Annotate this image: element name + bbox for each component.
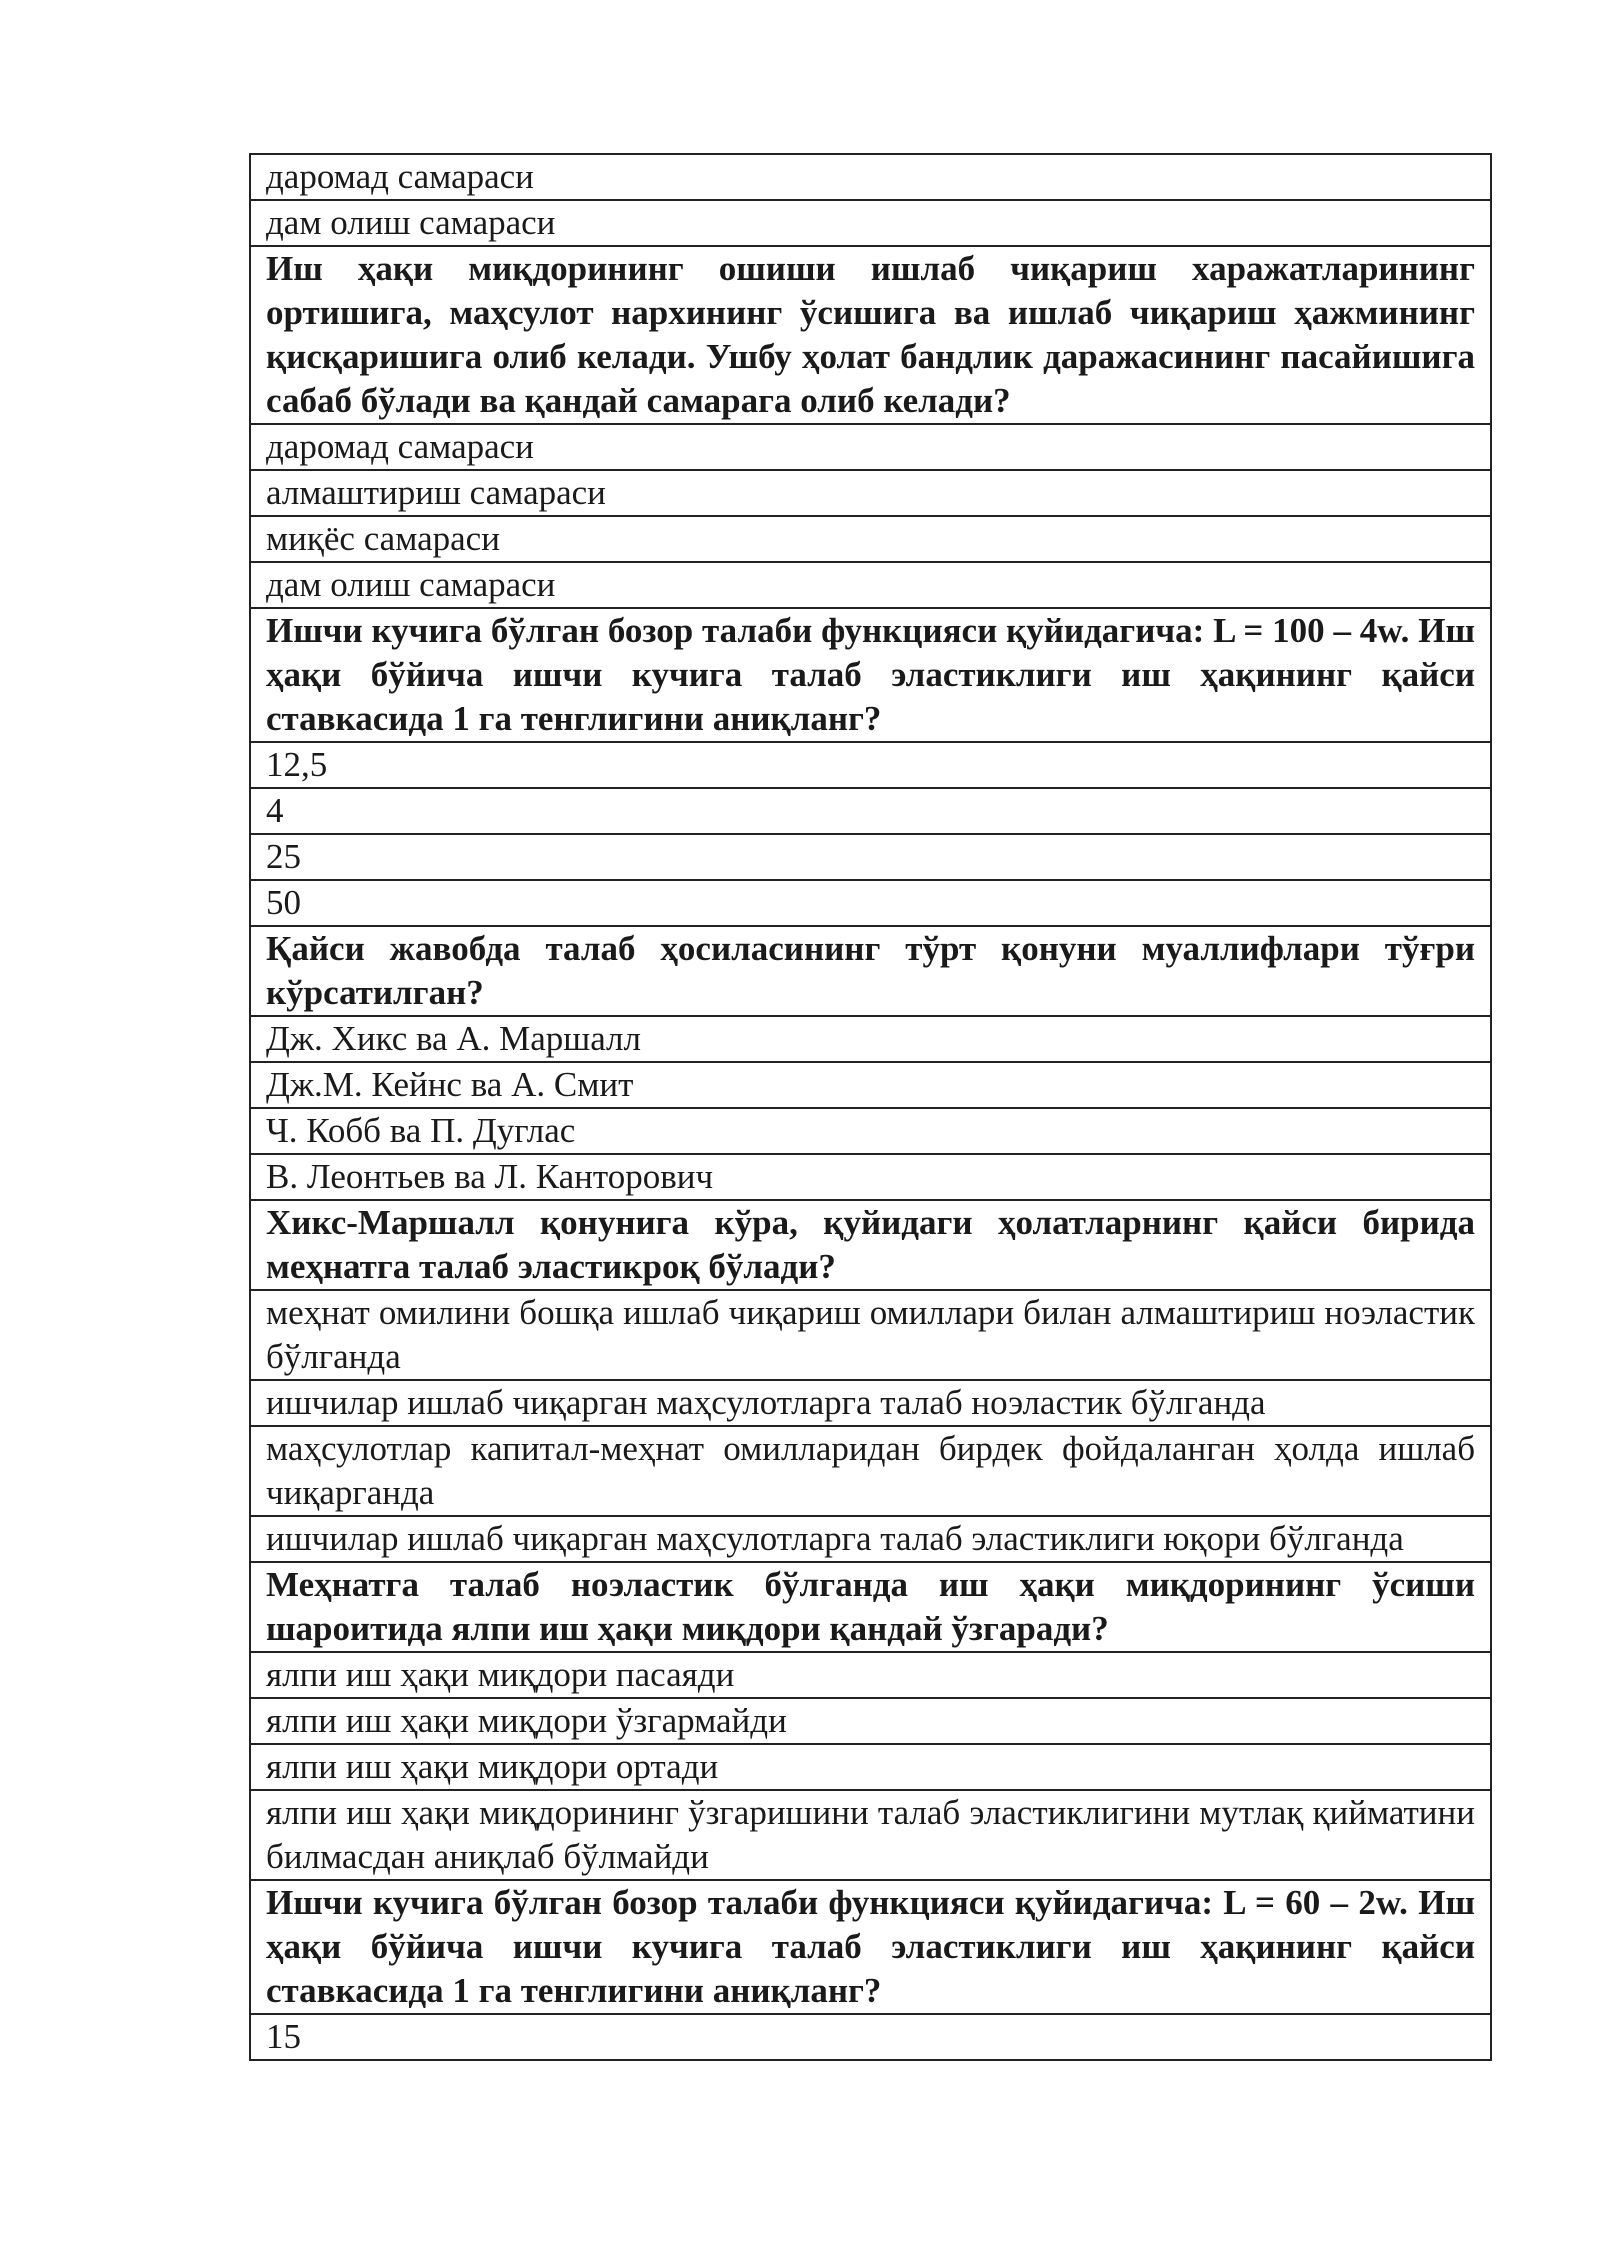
answer-row xyxy=(250,562,1491,608)
answer-option-text: 12,5 xyxy=(250,742,1491,788)
answer-option-text: В. Леонтьев ва Л. Канторович xyxy=(250,1154,1491,1200)
answer-row xyxy=(250,1154,1491,1200)
question-row xyxy=(250,246,1491,424)
answer-row xyxy=(250,880,1491,926)
answer-row xyxy=(250,1744,1491,1790)
answer-row xyxy=(250,200,1491,246)
answer-option-text: дам олиш самараси xyxy=(250,200,1491,246)
answer-option-text: ишчилар ишлаб чиқарган маҳсулотларга талаб эластиклиги юқори бўлганда xyxy=(250,1516,1491,1562)
answer-option-text: 50 xyxy=(250,880,1491,926)
answer-option-text: ялпи иш ҳақи миқдори ўзгармайди xyxy=(250,1698,1491,1744)
answer-row xyxy=(250,1290,1491,1380)
answer-option-text: меҳнат омилини бошқа ишлаб чиқариш омиллари билан алмаштириш ноэластик бўлганда xyxy=(250,1290,1491,1380)
question-text: Ишчи кучига бўлган бозор талаби функцияси қуйидагича: L = 100 – 4w. Иш ҳақи бўйича ишчи кучига талаб эластиклиги иш ҳақининг қайси ставкасида 1 га тенглигини аниқланг? xyxy=(250,608,1491,742)
answer-option-text: ишчилар ишлаб чиқарган маҳсулотларга талаб ноэластик бўлганда xyxy=(250,1380,1491,1426)
answer-row xyxy=(250,1790,1491,1880)
answer-row xyxy=(250,1380,1491,1426)
question-row xyxy=(250,1200,1491,1290)
answer-row xyxy=(250,154,1491,200)
answer-row xyxy=(250,742,1491,788)
test-questions-table xyxy=(249,153,1492,2061)
answer-row xyxy=(250,1016,1491,1062)
answer-row xyxy=(250,788,1491,834)
question-row xyxy=(250,1880,1491,2014)
answer-option-text: даромад самараси xyxy=(250,154,1491,200)
answer-row xyxy=(250,424,1491,470)
answer-row xyxy=(250,1426,1491,1516)
question-row xyxy=(250,608,1491,742)
question-row xyxy=(250,926,1491,1016)
answer-option-text: маҳсулотлар капитал-меҳнат омилларидан бирдек фойдаланган ҳолда ишлаб чиқарганда xyxy=(250,1426,1491,1516)
answer-row xyxy=(250,1062,1491,1108)
answer-row xyxy=(250,2014,1491,2060)
answer-option-text: ялпи иш ҳақи миқдори пасаяди xyxy=(250,1652,1491,1698)
question-text: Қайси жавобда талаб ҳосиласининг тўрт қонуни муаллифлари тўғри кўрсатилган? xyxy=(250,926,1491,1016)
question-text: Иш ҳақи миқдорининг ошиши ишлаб чиқариш харажатларининг ортишига, маҳсулот нархининг ўсишига ва ишлаб чиқариш ҳажмининг қисқаришига олиб келади. Ушбу ҳолат бандлик даражасининг пасайишига сабаб бўлади ва қандай самарага олиб келади? xyxy=(250,246,1491,424)
answer-option-text: Дж.М. Кейнс ва А. Смит xyxy=(250,1062,1491,1108)
answer-option-text: ялпи иш ҳақи миқдорининг ўзгаришини талаб эластиклигини мутлақ қийматини билмасдан аниқлаб бўлмайди xyxy=(250,1790,1491,1880)
answer-row xyxy=(250,470,1491,516)
question-text: Хикс-Маршалл қонунига кўра, қуйидаги ҳолатларнинг қайси бирида меҳнатга талаб эластикроқ бўлади? xyxy=(250,1200,1491,1290)
answer-row xyxy=(250,1516,1491,1562)
question-row xyxy=(250,1562,1491,1652)
answer-row xyxy=(250,516,1491,562)
answer-row xyxy=(250,1652,1491,1698)
answer-option-text: 4 xyxy=(250,788,1491,834)
answer-row xyxy=(250,1698,1491,1744)
question-text: Ишчи кучига бўлган бозор талаби функцияси қуйидагича: L = 60 – 2w. Иш ҳақи бўйича ишчи кучига талаб эластиклиги иш ҳақининг қайси ставкасида 1 га тенглигини аниқланг? xyxy=(250,1880,1491,2014)
question-text: Меҳнатга талаб ноэластик бўлганда иш ҳақи миқдорининг ўсиши шароитида ялпи иш ҳақи миқдори қандай ўзгаради? xyxy=(250,1562,1491,1652)
answer-option-text: дам олиш самараси xyxy=(250,562,1491,608)
answer-row xyxy=(250,834,1491,880)
answer-option-text: 15 xyxy=(250,2014,1491,2060)
answer-option-text: Ч. Кобб ва П. Дуглас xyxy=(250,1108,1491,1154)
answer-option-text: даромад самараси xyxy=(250,424,1491,470)
answer-option-text: ялпи иш ҳақи миқдори ортади xyxy=(250,1744,1491,1790)
answer-option-text: 25 xyxy=(250,834,1491,880)
answer-option-text: миқёс самараси xyxy=(250,516,1491,562)
answer-option-text: алмаштириш самараси xyxy=(250,470,1491,516)
test-questions-body xyxy=(250,154,1491,2060)
answer-row xyxy=(250,1108,1491,1154)
answer-option-text: Дж. Хикс ва А. Маршалл xyxy=(250,1016,1491,1062)
